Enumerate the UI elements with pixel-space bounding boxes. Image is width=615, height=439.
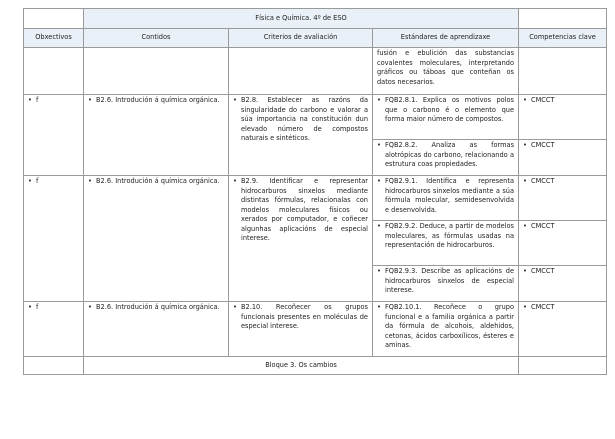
standard-cell: • FQB2.9.1. Identifica e representa hidrocarburos sinxelos mediante a súa fórmula molecular, semidesenvolvida e desenvolvida.: [373, 176, 519, 221]
competence-cell: • CMCCT: [519, 266, 607, 302]
header-criteria: Criterios de avaliación: [229, 29, 373, 48]
bullet-icon: •: [28, 96, 32, 104]
bullet-icon: •: [233, 303, 237, 311]
competence-cell: • CMCCT: [519, 95, 607, 140]
bullet-icon: •: [88, 96, 92, 104]
empty-cell: [519, 48, 607, 95]
standard-cell: • FQB2.10.1. Recoñece o grupo funcional e a familia orgánica a partir da fórmula de alcohois, aldehidos, cetonas, ácidos carboxílicos, ésteres e aminas.: [373, 302, 519, 357]
bullet-icon: •: [88, 303, 92, 311]
bullet-icon: •: [523, 222, 527, 230]
content-cell: • B2.6. Introdución á química orgánica.: [84, 176, 229, 302]
curriculum-table: [23, 8, 607, 375]
bullet-icon: •: [377, 222, 381, 230]
table-row: [24, 95, 607, 140]
competence-cell: • CMCCT: [519, 302, 607, 357]
standard-cell: • FQB2.9.2. Deduce, a partir de modelos moleculares, as fórmulas usadas na representación de hidrocarburos.: [373, 221, 519, 266]
standard-cell: • FQB2.8.1. Explica os motivos polos que o carbono é o elemento que forma maior número de compostos.: [373, 95, 519, 140]
bullet-icon: •: [523, 267, 527, 275]
block-footer-title: Bloque 3. Os cambios: [84, 357, 519, 375]
empty-cell: [229, 48, 373, 95]
bullet-icon: •: [377, 303, 381, 311]
content-cell: • B2.6. Introdución á química orgánica.: [84, 302, 229, 357]
criterion-cell: • B2.8. Establecer as razóns da singularidade do carbono e valorar a súa importancia na constitución dun elevado número de compostos naturais e sintéticos.: [229, 95, 373, 176]
standard-cell: • FQB2.9.3. Describe as aplicacións de hidrocarburos sinxelos de especial interese.: [373, 266, 519, 302]
title-spacer-cell: [24, 9, 84, 29]
header-objectives: Obxectivos: [24, 29, 84, 48]
header-competences: Competencias clave: [519, 29, 607, 48]
bullet-icon: •: [233, 96, 237, 104]
footer-spacer-cell: [519, 357, 607, 375]
criterion-cell: • B2.10. Recoñecer os grupos funcionais presentes en moléculas de especial interese.: [229, 302, 373, 357]
table-row: [24, 302, 607, 357]
competence-cell: • CMCCT: [519, 140, 607, 176]
bullet-icon: •: [523, 96, 527, 104]
bullet-icon: •: [377, 267, 381, 275]
table-row: [24, 176, 607, 221]
bullet-icon: •: [28, 177, 32, 185]
competence-cell: • CMCCT: [519, 176, 607, 221]
header-contents: Contidos: [84, 29, 229, 48]
header-row: [24, 29, 607, 48]
table-title-row: [24, 9, 607, 29]
objective-cell: • f: [24, 95, 84, 176]
table-row: [24, 48, 607, 95]
empty-cell: [84, 48, 229, 95]
footer-spacer-cell: [24, 357, 84, 375]
bullet-icon: •: [523, 303, 527, 311]
objective-cell: • f: [24, 302, 84, 357]
bullet-icon: •: [88, 177, 92, 185]
competence-cell: • CMCCT: [519, 221, 607, 266]
content-cell: • B2.6. Introdución á química orgánica.: [84, 95, 229, 176]
header-standards: Estándares de aprendizaxe: [373, 29, 519, 48]
standard-cell: • FQB2.8.2. Analiza as formas alotrópicas do carbono, relacionando a estrutura coas propiedades.: [373, 140, 519, 176]
bullet-icon: •: [28, 303, 32, 311]
title-spacer-cell: [519, 9, 607, 29]
bullet-icon: •: [523, 177, 527, 185]
bullet-icon: •: [377, 141, 381, 149]
continuation-standard: fusión e ebulición das substancias covalentes moleculares, interpretando gráficos ou táboas que conteñan os datos necesarios.: [373, 48, 519, 95]
bullet-icon: •: [377, 177, 381, 185]
bullet-icon: •: [233, 177, 237, 185]
criterion-cell: • B2.9. Identificar e representar hidrocarburos sinxelos mediante distintas fórmulas, relacionalas con modelos moleculares físicos ou xerados por computador, e coñecer algunhas aplicacións de especial interese.: [229, 176, 373, 302]
objective-cell: • f: [24, 176, 84, 302]
bullet-icon: •: [377, 96, 381, 104]
table-title: Física e Química. 4º de ESO: [84, 9, 519, 29]
block-footer-row: [24, 357, 607, 375]
bullet-icon: •: [523, 141, 527, 149]
empty-cell: [24, 48, 84, 95]
